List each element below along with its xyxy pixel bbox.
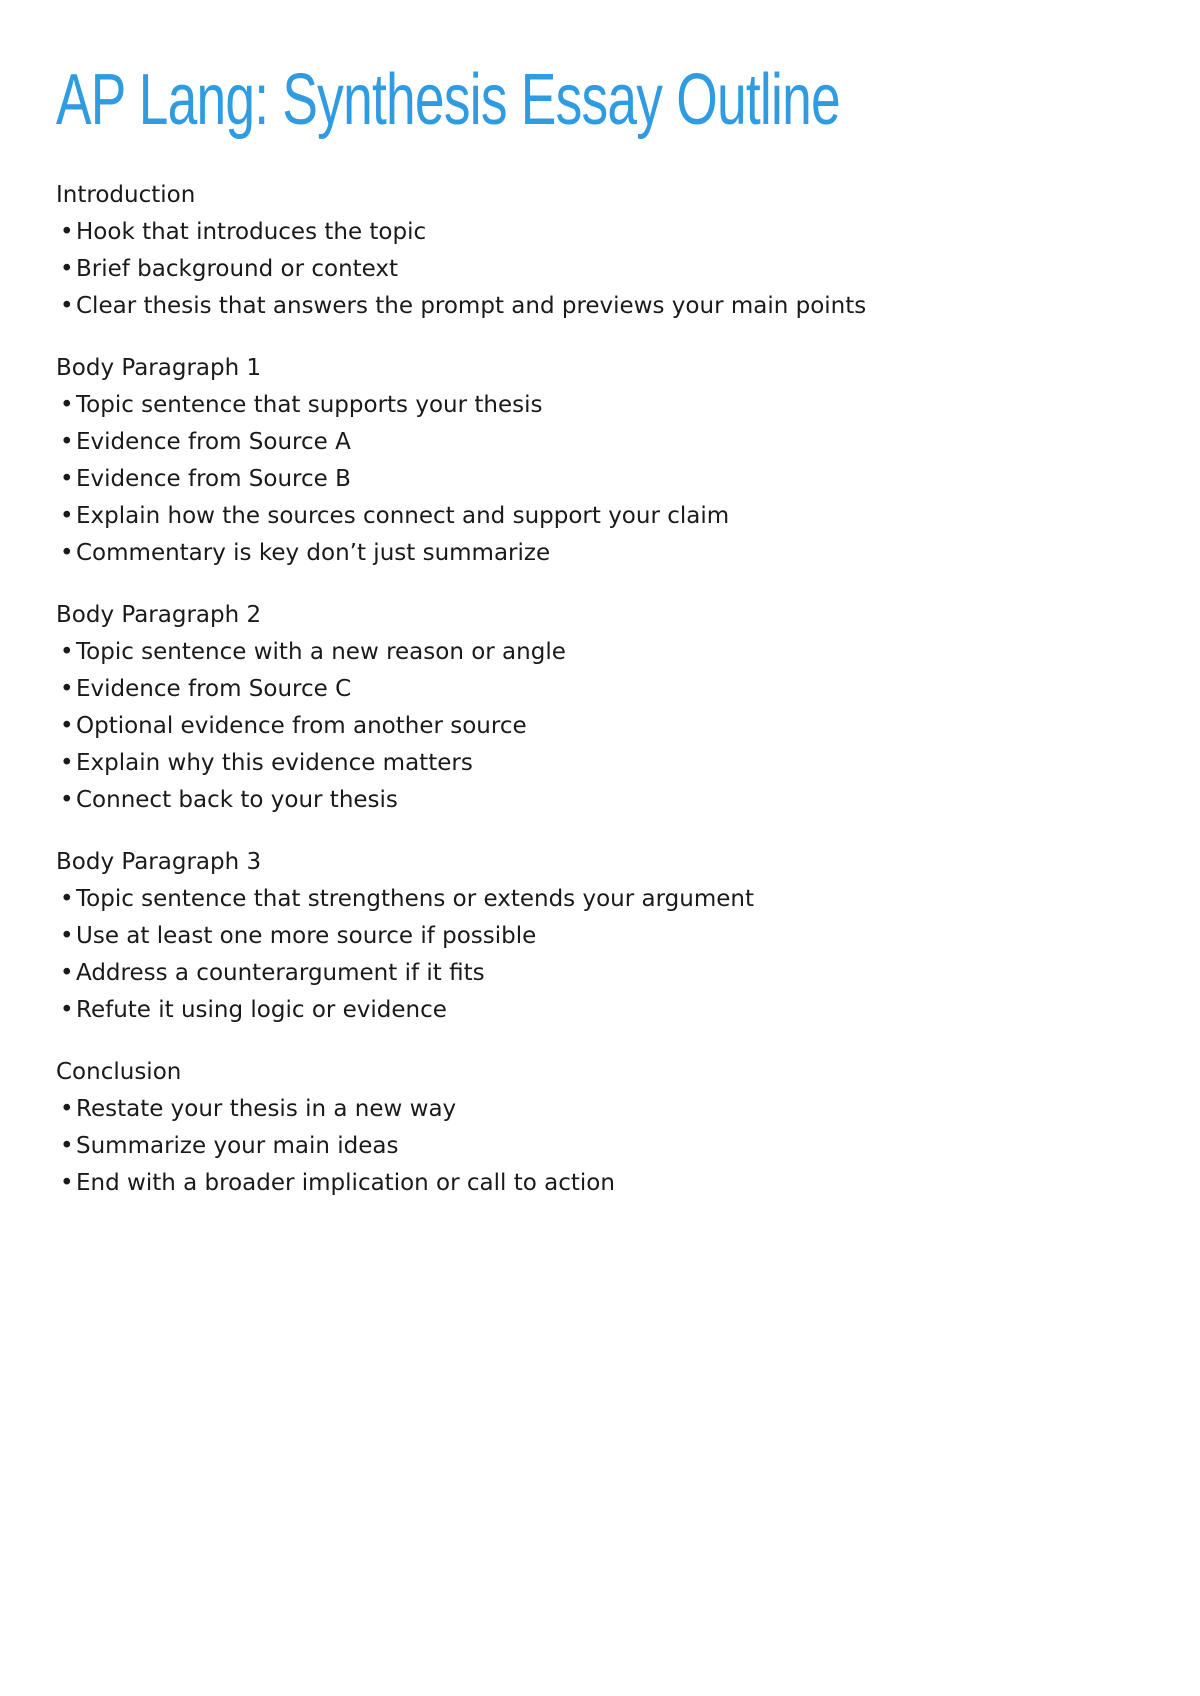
bullet-icon: • [60, 293, 74, 319]
list-item [56, 782, 1136, 819]
list-item-text: Optional evidence from another source [76, 713, 527, 739]
section-heading: Body Paragraph 1 [56, 355, 262, 381]
bullet-list [56, 634, 1136, 819]
list-item [56, 745, 1136, 782]
bullet-icon: • [60, 886, 74, 912]
list-item-text: Evidence from Source C [76, 676, 352, 702]
section-conclusion [56, 1053, 1136, 1202]
bullet-icon: • [60, 466, 74, 492]
list-item-text: Topic sentence with a new reason or angle [76, 639, 566, 665]
bullet-icon: • [60, 997, 74, 1023]
bullet-icon: • [60, 1133, 74, 1159]
outline-content [56, 176, 1136, 1226]
list-item [56, 1091, 1136, 1128]
bullet-list [56, 1091, 1136, 1202]
bullet-icon: • [60, 750, 74, 776]
bullet-icon: • [60, 219, 74, 245]
list-item [56, 498, 1136, 535]
list-item [56, 1128, 1136, 1165]
list-item [56, 671, 1136, 708]
bullet-icon: • [60, 1170, 74, 1196]
list-item-text: Explain how the sources connect and support your claim [76, 503, 730, 529]
bullet-icon: • [60, 787, 74, 813]
section-body-paragraph-1 [56, 349, 1136, 572]
list-item [56, 992, 1136, 1029]
page-title: AP Lang: Synthesis Essay Outline [56, 60, 840, 140]
list-item [56, 881, 1136, 918]
bullet-list [56, 881, 1136, 1029]
bullet-icon: • [60, 713, 74, 739]
section-body-paragraph-2 [56, 596, 1136, 819]
list-item-text: Connect back to your thesis [76, 787, 398, 813]
list-item-text: Hook that introduces the topic [76, 219, 427, 245]
list-item-text: Topic sentence that supports your thesis [76, 392, 543, 418]
list-item-text: Evidence from Source A [76, 429, 351, 455]
section-heading: Introduction [56, 182, 196, 208]
section-introduction [56, 176, 1136, 325]
list-item-text: Clear thesis that answers the prompt and previews your main points [76, 293, 867, 319]
section-heading: Conclusion [56, 1059, 182, 1085]
bullet-icon: • [60, 923, 74, 949]
list-item-text: Address a counterargument if it fits [76, 960, 485, 986]
list-item-text: Brief background or context [76, 256, 399, 282]
bullet-icon: • [60, 540, 74, 566]
list-item [56, 461, 1136, 498]
list-item [56, 955, 1136, 992]
bullet-list [56, 214, 1136, 325]
section-heading: Body Paragraph 2 [56, 602, 262, 628]
bullet-icon: • [60, 429, 74, 455]
list-item-text: Evidence from Source B [76, 466, 351, 492]
list-item [56, 708, 1136, 745]
list-item [56, 535, 1136, 572]
bullet-list [56, 387, 1136, 572]
bullet-icon: • [60, 1096, 74, 1122]
list-item [56, 214, 1136, 251]
bullet-icon: • [60, 392, 74, 418]
section-heading: Body Paragraph 3 [56, 849, 262, 875]
list-item [56, 288, 1136, 325]
list-item [56, 1165, 1136, 1202]
list-item-text: Topic sentence that strengthens or extends your argument [76, 886, 754, 912]
list-item-text: Restate your thesis in a new way [76, 1096, 457, 1122]
list-item [56, 387, 1136, 424]
bullet-icon: • [60, 676, 74, 702]
bullet-icon: • [60, 960, 74, 986]
bullet-icon: • [60, 503, 74, 529]
list-item-text: End with a broader implication or call to action [76, 1170, 615, 1196]
list-item-text: Summarize your main ideas [76, 1133, 399, 1159]
list-item-text: Commentary is key don’t just summarize [76, 540, 551, 566]
list-item-text: Refute it using logic or evidence [76, 997, 447, 1023]
list-item [56, 251, 1136, 288]
list-item [56, 918, 1136, 955]
bullet-icon: • [60, 256, 74, 282]
list-item-text: Explain why this evidence matters [76, 750, 473, 776]
list-item [56, 634, 1136, 671]
bullet-icon: • [60, 639, 74, 665]
list-item [56, 424, 1136, 461]
list-item-text: Use at least one more source if possible [76, 923, 537, 949]
section-body-paragraph-3 [56, 843, 1136, 1029]
